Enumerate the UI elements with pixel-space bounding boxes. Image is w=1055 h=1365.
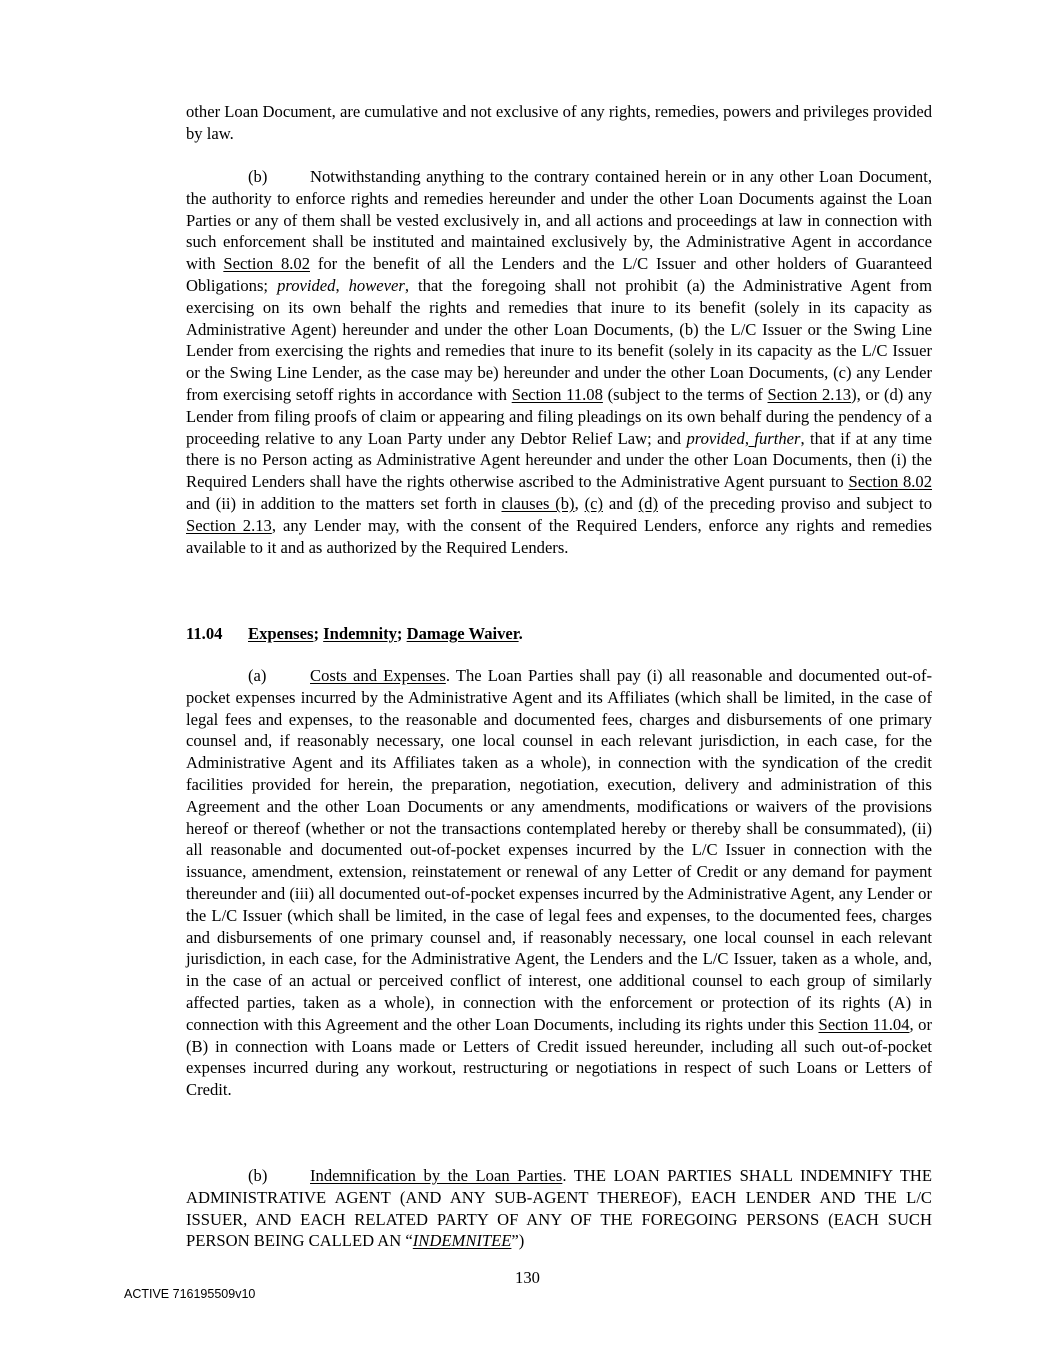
defined-term: INDEMNITEE bbox=[412, 1231, 512, 1251]
cross-reference: Section 11.04 bbox=[818, 1014, 910, 1034]
cross-reference: Section 11.08 bbox=[511, 384, 603, 404]
clause-label: (b) bbox=[248, 167, 268, 186]
document-id: ACTIVE 716195509v10 bbox=[124, 1287, 256, 1301]
section-title: Expenses bbox=[248, 624, 314, 643]
paragraph-a-costs: (a) Costs and Expenses. The Loan Parties shall pay (i) all reasonable and documented out-of-pocket expenses incurred by the Administrative Agent and its Affiliates (which shall be limited, in the case of legal fees and expenses, to the reasonable and documented fees, charges and disbursements of one primary counsel and, if reasonably necessary, one local counsel in each relevant jurisdiction, in each case, for the Administrative Agent and its Affiliates taken as a whole), in connection with the syndication of the credit facilities provided for herein, the preparation, negotiation, execution, delivery and administration of this Agreement and the other Loan Documents or any amendments, modifications or waivers of the provisions hereof or thereof (whether or not the transactions contemplated hereby or thereby shall be consummated), (ii) all reasonable and documented out-of-pocket expenses incurred by the L/C Issuer in connection with the issuance, amendment, extension, reinstatement or renewal of any Letter of Credit or any demand for payment thereunder and (iii) all documented out-of-pocket expenses incurred by the Administrative Agent, any Lender or the L/C Issuer (which shall be limited, in the case of legal fees and expenses, to the documented fees, charges and disbursements of one primary counsel and, if reasonably necessary, one local counsel in each relevant jurisdiction, in each case, for the Administrative Agent, the Lenders and the L/C Issuer, taken as a whole, and, in the case of an actual or perceived conflict of interest, one additional counsel to each group of similarly affected parties, taken as a whole), in connection with the enforcement or protection of its rights (A) in connection with this Agreement and the other Loan Documents, including its rights under this Section 11.04, or (B) in connection with Loans made or Letters of Credit issued hereunder, including all such out-of-pocket expenses incurred during any workout, restructuring or negotiations in respect of such Loans or Letters of Credit. bbox=[186, 666, 932, 1100]
section-number: 11.04 bbox=[186, 624, 223, 643]
cross-reference: Section 2.13 bbox=[767, 384, 852, 404]
paragraph-continuation bbox=[186, 101, 932, 145]
section-title: Indemnity bbox=[323, 624, 397, 643]
paragraph-text: other Loan Document, are cumulative and not exclusive of any rights, remedies, powers and privileges provided by law. bbox=[186, 102, 932, 143]
page-number: 130 bbox=[515, 1268, 540, 1287]
section-title: Damage Waiver bbox=[406, 624, 519, 643]
cross-reference: Section 8.02 bbox=[223, 254, 310, 274]
section-heading: 11.04 Expenses; Indemnity; Damage Waiver. bbox=[186, 624, 523, 643]
cross-reference: Section 8.02 bbox=[848, 472, 933, 492]
clause-label: (a) bbox=[248, 666, 267, 685]
paragraph-b-indemnification: (b) Indemnification by the Loan Parties. THE LOAN PARTIES SHALL INDEMNIFY THE ADMINISTRATIVE AGENT (AND ANY SUB-AGENT THEREOF), EACH LENDER AND THE L/C ISSUER, AND EACH RELATED PARTY OF ANY OF THE FOREGOING PERSONS (EACH SUCH PERSON BEING CALLED AN “INDEMNITEE”) bbox=[186, 1166, 932, 1251]
cross-reference: (c) bbox=[584, 493, 603, 513]
clause-caption: Indemnification by the Loan Parties bbox=[310, 1166, 563, 1185]
clause-caption: Costs and Expenses bbox=[310, 666, 446, 685]
cross-reference: Section 2.13 bbox=[186, 515, 272, 535]
paragraph-b-enforcement: (b) Notwithstanding anything to the contrary contained herein or in any other Loan Document, the authority to enforce rights and remedies hereunder and under the other Loan Documents against the Loan Parties or any of them shall be vested exclusively in, and all actions and proceedings at law in connection with such enforcement shall be instituted and maintained exclusively by, the Administrative Agent in accordance with Section 8.02 for the benefit of all the Lenders and the L/C Issuer and other holders of Guaranteed Obligations; provided, however, that the foregoing shall not prohibit (a) the Administrative Agent from exercising on its own behalf the rights and remedies that inure to its benefit (solely in its capacity as Administrative Agent) hereunder and under the other Loan Documents, (b) the L/C Issuer or the Swing Line Lender from exercising the rights and remedies that inure to its benefit (solely in its capacity as the L/C Issuer or the Swing Line Lender, as the case may be) hereunder and under the other Loan Documents, (c) any Lender from exercising setoff rights in accordance with Section 11.08 (subject to the terms of Section 2.13), or (d) any Lender from filing proofs of claim or appearing and filing pleadings on its own behalf during the pendency of a proceeding relative to any Loan Party under any Debtor Relief Law; and provided, further, that if at any time there is no Person acting as Administrative Agent hereunder and under the other Loan Documents, then (i) the Required Lenders shall have the rights otherwise ascribed to the Administrative Agent pursuant to Section 8.02 and (ii) in addition to the matters set forth in clauses (b), (c) and (d) of the preceding proviso and subject to Section 2.13, any Lender may, with the consent of the Required Lenders, enforce any rights and remedies available to it and as authorized by the Required Lenders. bbox=[186, 167, 933, 557]
clause-label: (b) bbox=[248, 1166, 268, 1185]
cross-reference: clauses (b) bbox=[501, 493, 575, 513]
cross-reference: (d) bbox=[638, 493, 658, 513]
